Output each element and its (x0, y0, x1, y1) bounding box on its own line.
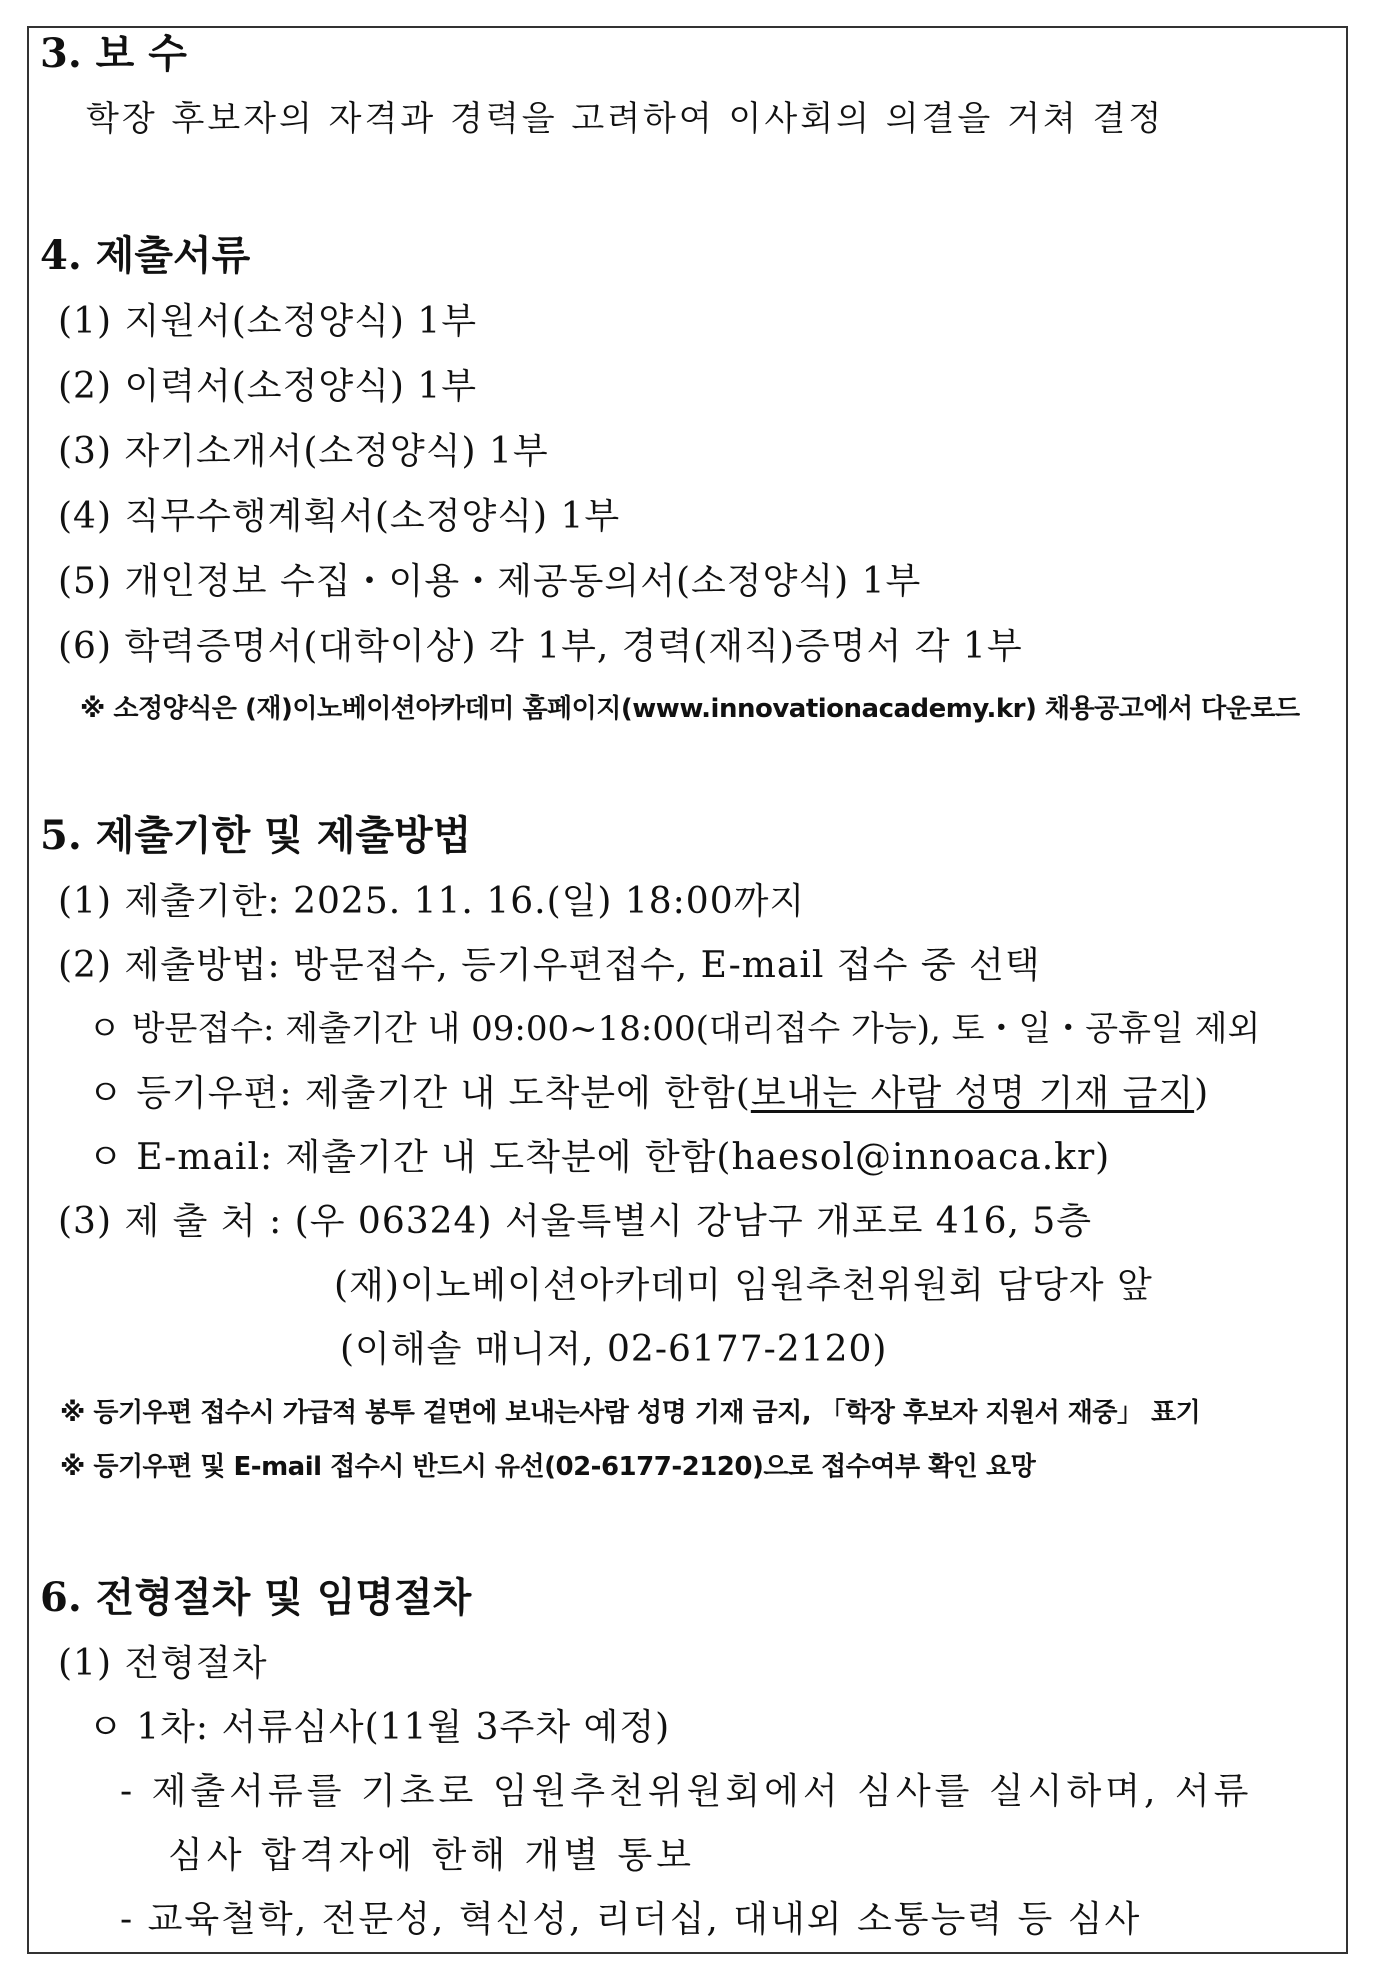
stage-1-detail-line-1: - 제출서류를 기초로 임원추천위원회에서 심사를 실시하며, 서류 (120, 1771, 1253, 1812)
confirmation-note: ※ 등기우편 및 E-mail 접수시 반드시 유선(02-6177-2120)으로 접수여부 확인 요망 (60, 1452, 1036, 1482)
submission-contact: (이해솔 매니저, 02-6177-2120) (340, 1329, 888, 1370)
stage-1: ㅇ 1차: 서류심사(11월 3주차 예정) (88, 1707, 671, 1748)
section-4-title: 4. 제출서류 (40, 232, 251, 279)
email-submission: ㅇ E-mail: 제출기간 내 도착분에 한함(haesol@innoaca.kr) (88, 1137, 1111, 1178)
section-3-body: 학장 후보자의 자격과 경력을 고려하여 이사회의 의결을 거쳐 결정 (86, 99, 1165, 139)
stage-1-criteria: - 교육철학, 전문성, 혁신성, 리더십, 대내외 소통능력 등 심사 (120, 1899, 1142, 1940)
document-item-4: (4) 직무수행계획서(소정양식) 1부 (58, 496, 621, 537)
section-3-title: 3. 보 수 (40, 30, 187, 77)
visit-submission: ㅇ 방문접수: 제출기간 내 09:00~18:00(대리접수 가능), 토・일・공휴일 제외 (88, 1009, 1261, 1049)
submission-address-line-2: (재)이노베이션아카데미 임원추천위원회 담당자 앞 (334, 1265, 1153, 1306)
document-item-5: (5) 개인정보 수집・이용・제공동의서(소정양식) 1부 (58, 561, 922, 602)
stage-1-detail-line-2: 심사 합격자에 한해 개별 통보 (168, 1835, 696, 1876)
document-item-3: (3) 자기소개서(소정양식) 1부 (58, 431, 549, 472)
document-item-1: (1) 지원서(소정양식) 1부 (58, 301, 478, 342)
document-item-2: (2) 이력서(소정양식) 1부 (58, 366, 478, 407)
mail-envelope-note: ※ 등기우편 접수시 가급적 봉투 겉면에 보내는사람 성명 기재 금지, 「학장 후보자 지원서 재중」 표기 (60, 1398, 1201, 1428)
section-5-title: 5. 제출기한 및 제출방법 (40, 812, 472, 859)
section-6-title: 6. 전형절차 및 임명절차 (40, 1574, 472, 1621)
submission-address-line-1: (3) 제 출 처 : (우 06324) 서울특별시 강남구 개포로 416, 5층 (58, 1201, 1093, 1242)
document-item-6: (6) 학력증명서(대학이상) 각 1부, 경력(재직)증명서 각 1부 (58, 626, 1023, 667)
download-note: ※ 소정양식은 (재)이노베이션아카데미 홈페이지(www.innovationacademy.kr) 채용공고에서 다운로드 (80, 694, 1300, 724)
submission-method: (2) 제출방법: 방문접수, 등기우편접수, E-mail 접수 중 선택 (58, 945, 1041, 986)
screening-procedure: (1) 전형절차 (58, 1643, 268, 1684)
registered-mail-submission: ㅇ 등기우편: 제출기간 내 도착분에 한함(보내는 사람 성명 기재 금지) (88, 1073, 1210, 1114)
sender-name-prohibited: 보내는 사람 성명 기재 금지 (750, 1073, 1195, 1114)
deadline: (1) 제출기한: 2025. 11. 16.(일) 18:00까지 (58, 881, 806, 922)
